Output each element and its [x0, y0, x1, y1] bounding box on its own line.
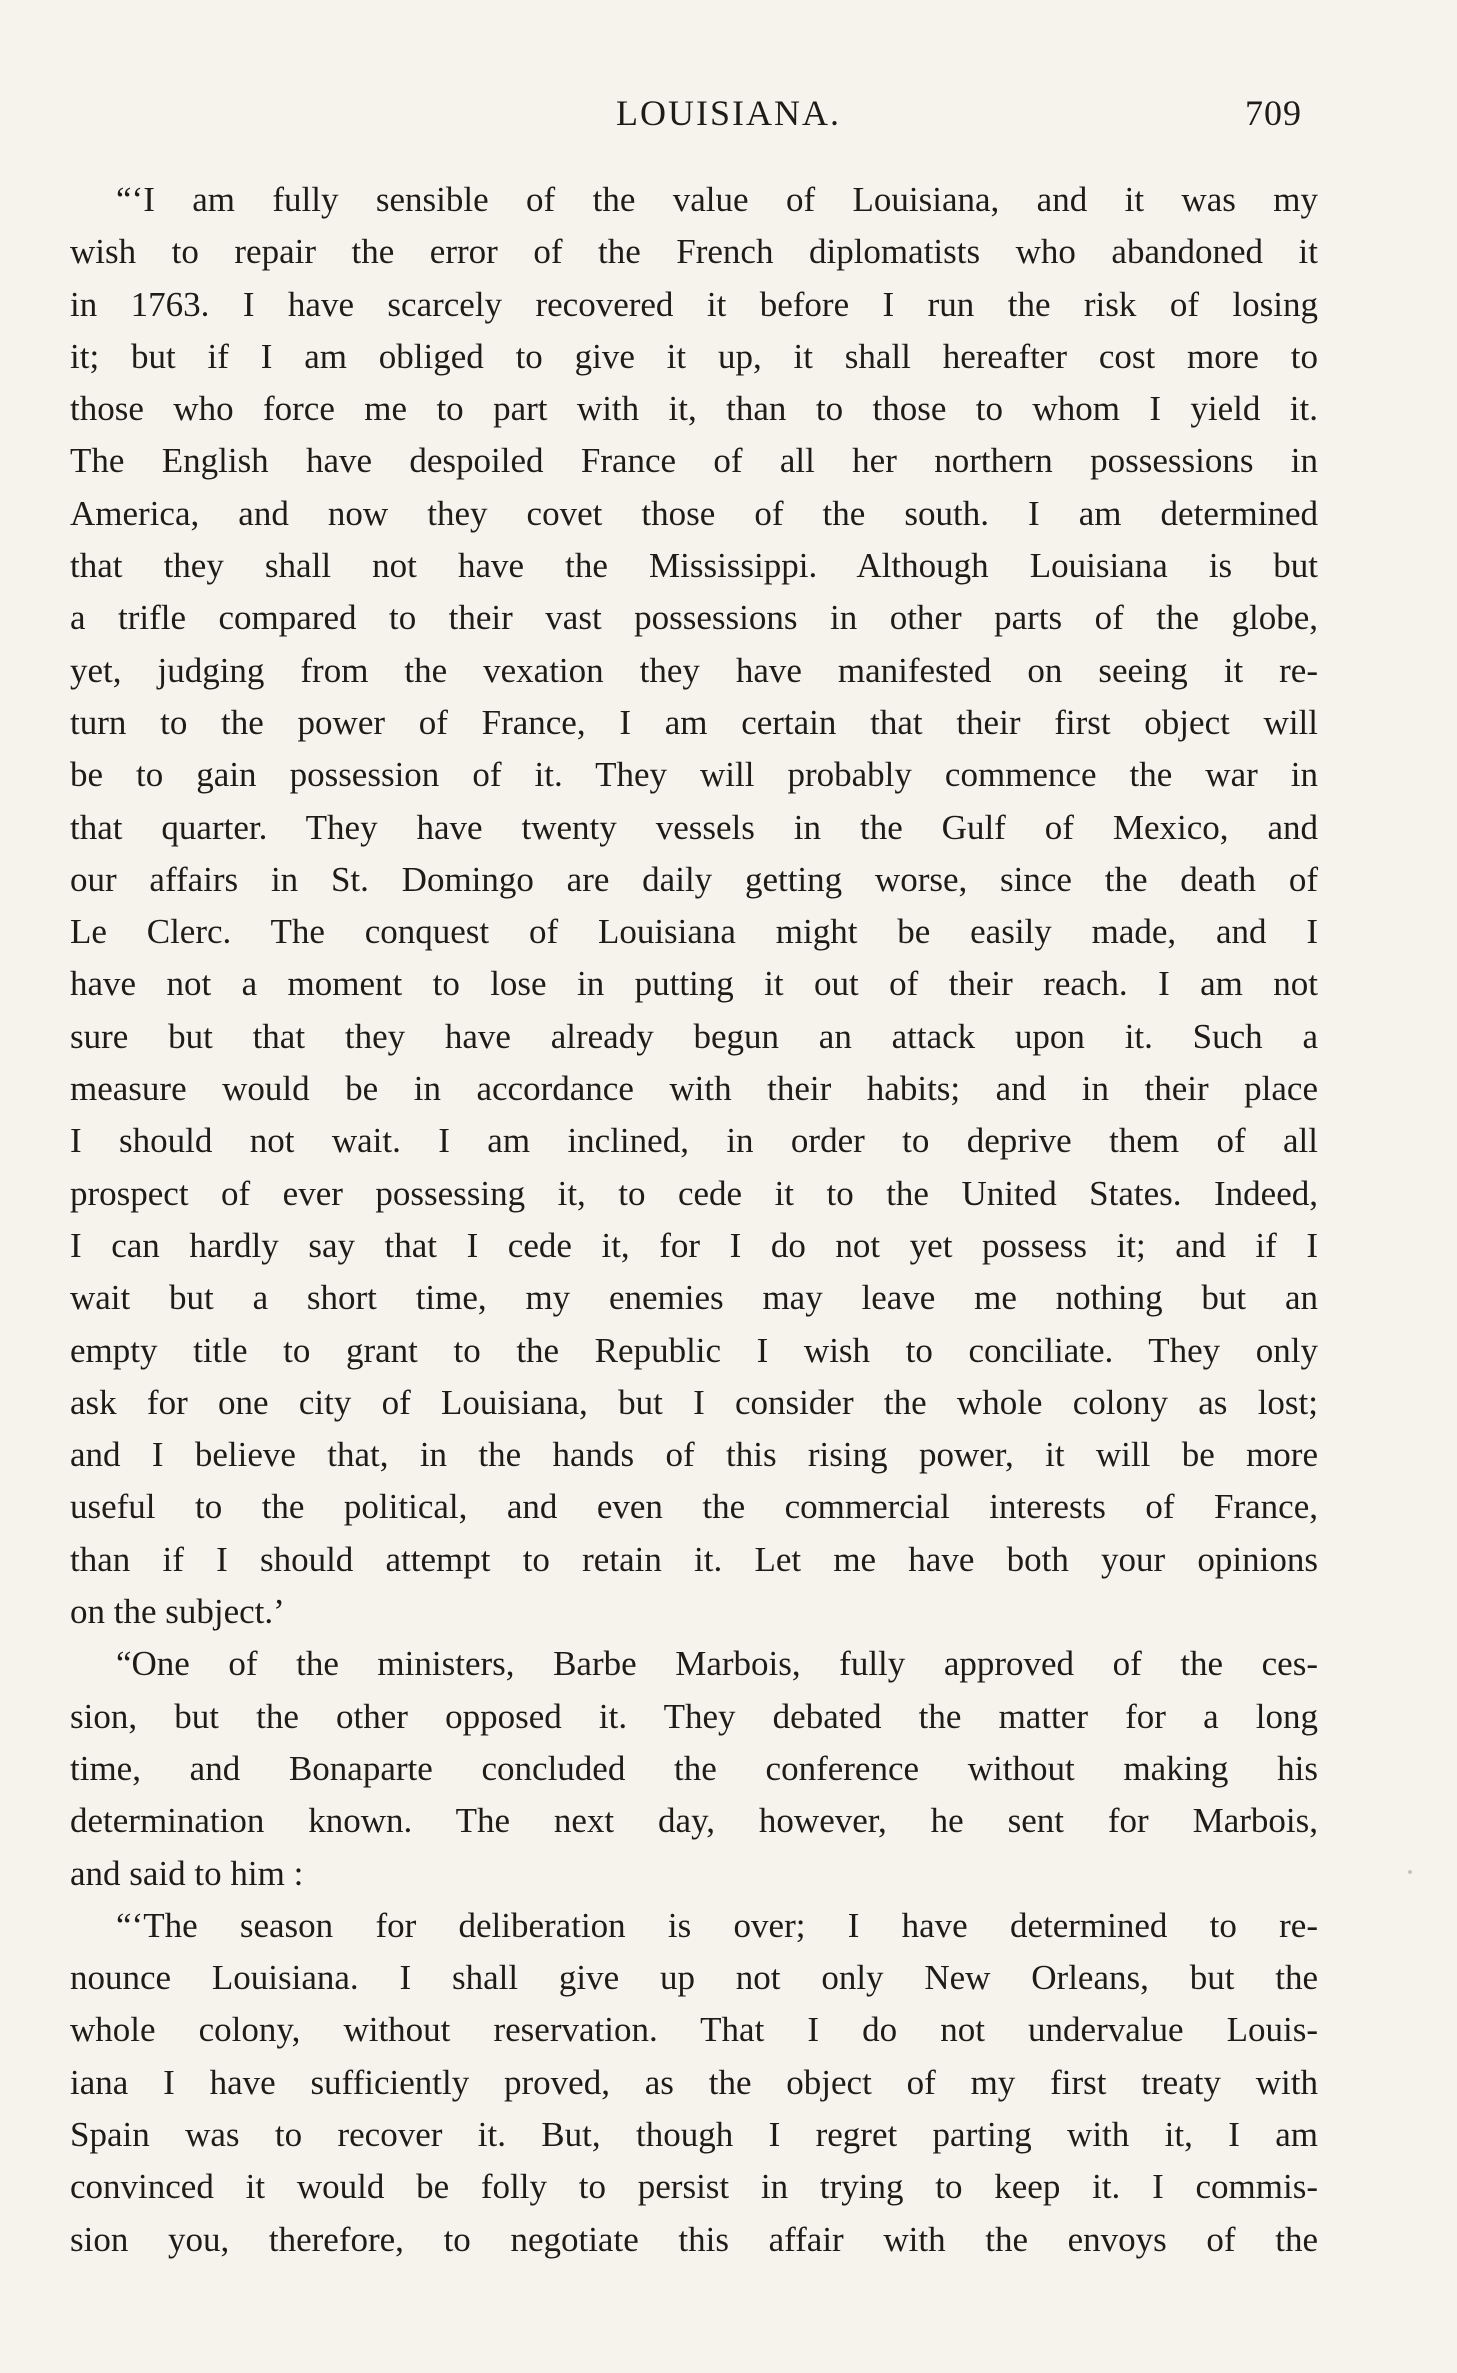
text-line: and said to him : [70, 1853, 304, 1893]
text-line: than if I should attempt to retain it. Let me have both your opinions [70, 1539, 1318, 1579]
text-line: nounce Louisiana. I shall give up not only New Orleans, but the [70, 1958, 1318, 1998]
text-line: convinced it would be folly to persist in trying to keep it. I commis- [70, 2167, 1318, 2207]
text-line: it; but if I am obliged to give it up, it shall hereafter cost more to [70, 336, 1318, 376]
text-line: whole colony, without reservation. That I do not undervalue Louis- [70, 2010, 1318, 2050]
text-line: those who force me to part with it, than to those to whom I yield it. [70, 389, 1318, 429]
text-line: sure but that they have already begun an attack upon it. Such a [70, 1016, 1318, 1056]
text-line: a trifle compared to their vast possessions in other parts of the globe, [70, 598, 1318, 638]
running-title: LOUISIANA. [616, 93, 841, 133]
text-line: our affairs in St. Domingo are daily getting worse, since the death of [70, 859, 1318, 899]
text-line: “‘The season for deliberation is over; I have determined to re- [116, 1905, 1318, 1945]
text-line: sion you, therefore, to negotiate this affair with the envoys of the [70, 2219, 1318, 2259]
text-line: ask for one city of Louisiana, but I consider the whole colony as lost; [70, 1382, 1318, 1422]
text-line: wait but a short time, my enemies may leave me nothing but an [70, 1278, 1318, 1318]
text-line: I should not wait. I am inclined, in order to deprive them of all [70, 1121, 1318, 1161]
text-line: in 1763. I have scarcely recovered it before I run the risk of losing [70, 284, 1318, 324]
text-line: Le Clerc. The conquest of Louisiana might be easily made, and I [70, 912, 1318, 952]
text-line: determination known. The next day, however, he sent for Marbois, [70, 1801, 1318, 1841]
text-line: that they shall not have the Mississippi. Although Louisiana is but [70, 546, 1318, 586]
text-line: The English have despoiled France of all her northern possessions in [70, 441, 1318, 481]
text-line: turn to the power of France, I am certain that their first object will [70, 702, 1318, 742]
text-line: wish to repair the error of the French diplomatists who abandoned it [70, 232, 1318, 272]
text-line: prospect of ever possessing it, to cede it to the United States. Indeed, [70, 1173, 1318, 1213]
text-line: that quarter. They have twenty vessels in the Gulf of Mexico, and [70, 807, 1318, 847]
text-line: empty title to grant to the Republic I wish to conciliate. They only [70, 1330, 1318, 1370]
text-line: on the subject.’ [70, 1592, 285, 1632]
text-line: be to gain possession of it. They will probably commence the war in [70, 755, 1318, 795]
text-line: measure would be in accordance with their habits; and in their place [70, 1069, 1318, 1109]
text-line: Spain was to recover it. But, though I regret parting with it, I am [70, 2114, 1318, 2154]
text-line: “One of the ministers, Barbe Marbois, fully approved of the ces- [116, 1644, 1318, 1684]
text-line: I can hardly say that I cede it, for I do not yet possess it; and if I [70, 1225, 1318, 1265]
text-line: sion, but the other opposed it. They debated the matter for a long [70, 1696, 1318, 1736]
text-line: America, and now they covet those of the south. I am determined [70, 493, 1318, 533]
page-header [0, 88, 1457, 140]
page-number: 709 [1245, 93, 1302, 133]
text-line: iana I have sufficiently proved, as the object of my first treaty with [70, 2062, 1318, 2102]
body-text [70, 174, 1318, 2266]
text-line: and I believe that, in the hands of this rising power, it will be more [70, 1435, 1318, 1475]
text-line: yet, judging from the vexation they have manifested on seeing it re- [70, 650, 1318, 690]
text-line: “‘I am fully sensible of the value of Louisiana, and it was my [116, 180, 1318, 219]
paper-speck [1408, 1870, 1412, 1874]
text-line: useful to the political, and even the commercial interests of France, [70, 1487, 1318, 1527]
text-line: have not a moment to lose in putting it out of their reach. I am not [70, 964, 1318, 1004]
text-line: time, and Bonaparte concluded the conference without making his [70, 1748, 1318, 1788]
